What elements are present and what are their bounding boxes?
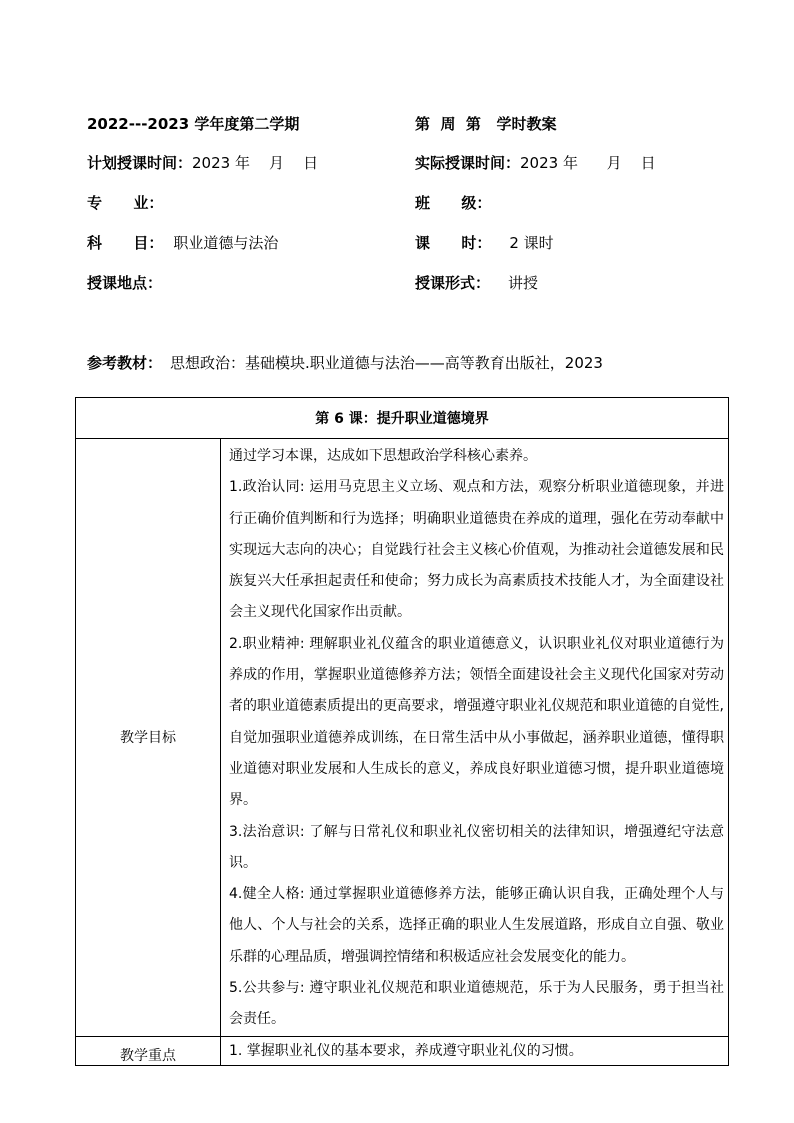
lesson-title: 第 6 课：提升职业道德境界 (76, 398, 729, 439)
actual-time-row (415, 153, 656, 173)
objective-item: 4.健全人格: 通过掌握职业道德修养方法，能够正确认识自我，正确处理个人与他人、个人与社会的关系，选择正确的职业人生发展道路，形成自立自强、敬业乐群的心理品质，增强调控情绪和积极适应社会发展变化的能力。 (229, 886, 724, 965)
objective-item: 3.法治意识: 了解与日常礼仪和职业礼仪密切相关的法律知识，增强遵纪守法意识。 (229, 823, 724, 871)
class-label: 班 级： (415, 194, 492, 212)
key-points-content: 1. 掌握职业礼仪的基本要求，养成遵守职业礼仪的习惯。 (221, 1036, 729, 1065)
objectives-label: 教学目标 (76, 439, 221, 1037)
textbook-value: 思想政治：基础模块.职业道德与法治——高等教育出版社，2023 (170, 354, 603, 372)
location-label: 授课地点： (87, 274, 163, 292)
location-row (87, 273, 162, 293)
major-row (87, 193, 163, 213)
class-row (415, 193, 491, 213)
objective-item: 2.职业精神: 理解职业礼仪蕴含的职业道德意义，认识职业礼仪对职业道德行为养成的作用，掌握职业道德修养方法；领悟全面建设社会主义现代化国家对劳动者的职业道德素质提出的更高要求，增强遵守职业礼仪规范和职业道德的自觉性,自觉加强职业道德养成训练，在日常生活中从小事做起，涵养职业道德，懂得职业道德对职业发展和人生成长的意义，养成良好职业道德习惯，提升职业道德境界。 (229, 635, 724, 809)
hours-label: 课 时： (415, 234, 492, 252)
actual-time-label: 实际授课时间： (415, 154, 521, 172)
textbook-row (87, 353, 603, 373)
actual-time-value: 2023 年 月 日 (520, 154, 656, 172)
form-label: 授课形式： (415, 274, 491, 292)
objective-item: 5.公共参与: 遵守职业礼仪规范和职业道德规范，乐于为人民服务，勇于担当社会责任。 (229, 980, 724, 1028)
planned-time-label: 计划授课时间： (87, 154, 193, 172)
hours-row (415, 233, 554, 253)
objective-item: 1.政治认同: 运用马克思主义立场、观点和方法，观察分析职业道德现象，并进行正确价值判断和行为选择；明确职业道德贵在养成的道理，强化在劳动奉献中实现远大志向的决心；自觉践行社会主义核心价值观，为推动社会道德发展和民族复兴大任承担起责任和使命；努力成长为高素质技术技能人才，为全面建设社会主义现代化国家作出贡献。 (229, 479, 724, 621)
hours-value: 2 课时 (509, 234, 554, 252)
objectives-content (221, 439, 729, 1037)
lesson-plan-table (75, 397, 729, 1066)
form-row (415, 273, 538, 293)
lesson-plan-title: 第 周 第 学时教案 (415, 115, 557, 133)
objective-intro: 通过学习本课，达成如下思想政治学科核心素养。 (229, 448, 537, 464)
planned-time-value: 2023 年 月 日 (192, 154, 319, 172)
major-label: 专 业： (87, 194, 164, 212)
planned-time-row (87, 153, 318, 173)
key-points-label: 教学重点 (76, 1036, 221, 1065)
form-value: 讲授 (508, 274, 539, 292)
subject-row (87, 233, 278, 253)
subject-value: 职业道德与法治 (173, 234, 279, 252)
textbook-label: 参考教材： (87, 354, 163, 372)
subject-label: 科 目： (87, 234, 164, 252)
semester-heading: 2022---2023 学年度第二学期 (87, 115, 300, 133)
